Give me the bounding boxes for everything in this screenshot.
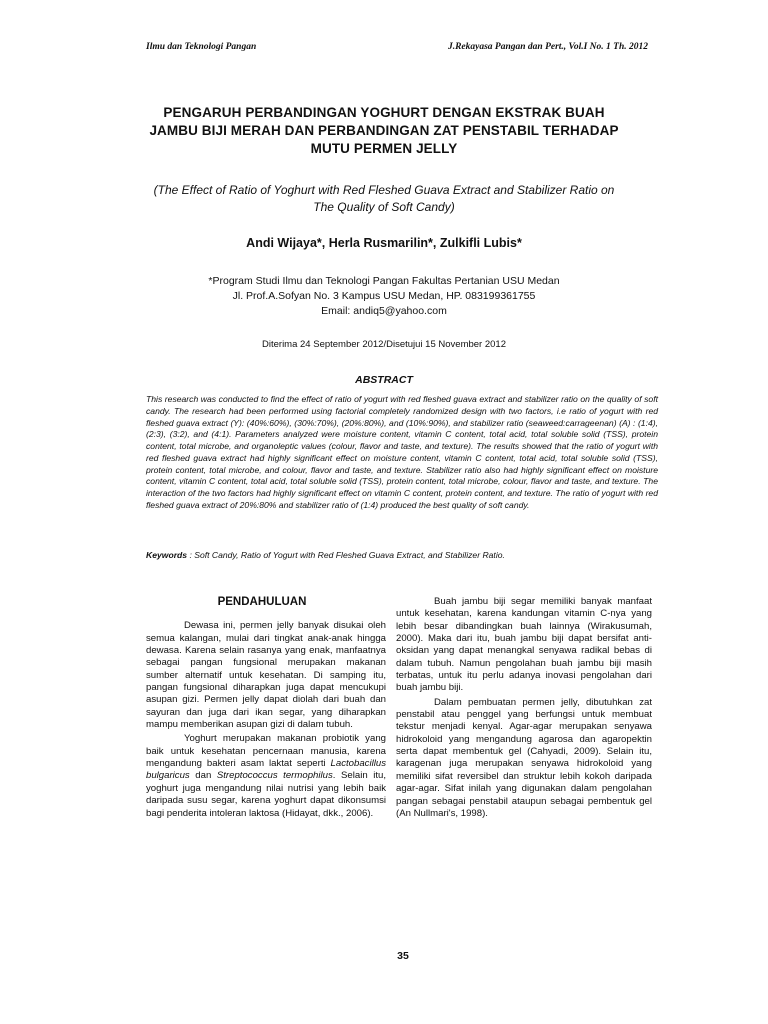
section-heading-introduction: PENDAHULUAN <box>217 596 307 608</box>
author-list: Andi Wijaya*, Herla Rusmarilin*, Zulkifli Lubis* <box>246 236 522 250</box>
species-name: Streptococcus termophilus <box>216 770 333 782</box>
paper-title <box>120 104 648 158</box>
abstract-heading: ABSTRACT <box>355 374 413 386</box>
paper-english-title <box>120 182 648 216</box>
body-paragraph: Dewasa ini, permen jelly banyak disukai oleh semua kalangan, mulai dari tingkat anak-anak hingga dewasa. Karena selain rasanya yang enak, manfaatnya sebagai pangan fungsional merupakan makanan sumber alternatif untuk kesehatan. Di samping itu, pangan fungsional diharapkan juga dapat mencukupi asupan gizi. Permen jelly dapat diolah dari buah dan sayuran dan juga dari ikan segar, yang diharapkan mampu memberikan asupan gizi di dalam tubuh. <box>146 620 386 731</box>
journal-citation: J.Rekayasa Pangan dan Pert., Vol.I No. 1 Th. 2012 <box>447 42 648 52</box>
body-paragraph: Dalam pembuatan permen jelly, dibutuhkan zat penstabil atau penggel yang berfungsi untuk membuat tekstur menjadi kenyal. Agar-agar merupakan senyawa hidrokoloid yang mengandung agarosa dan agaropektin serta dapat membentuk gel (Cahyadi, 2009). Selain itu, karagenan juga merupakan senyawa hidrokoloid yang memiliki sifat reversibel dan struktur lebih kokoh daripada agar-agar. Sifat inilah yang digunakan dalam pengolahan pangan sebagai penstabil ataupun sebagai pembentuk gel (An Nullmari's, 1998). <box>396 696 652 819</box>
affiliation-block <box>120 274 648 319</box>
body-paragraph <box>146 733 386 819</box>
abstract-body: This research was conducted to find the effect of ratio of yogurt with red fleshed guava extract and stabilizer ratio on the quality of soft candy. The research had been performed using factorial completely randomized design with two factors, i.e ratio of yogurt with red fleshed guava extract (Y): (40%:60%), (30%:70%), (20%:80%), and (10%:90%), and stabilizer ratio (seaweed:carrageenan) (A) : (1:4), (2:3), (3:2), and (4:1). Parameters analyzed were moisture content, vitamin C content, total acid, total soluble solid (TSS), protein content, total microbe, and organoleptic values (colour, flavor and taste, and texture). The results showed that the ratio of yogurt with red fleshed guava extract had highly significant effect on moisture content, vitamin C content, total acid, total soluble solid (TSS), protein content, total microbe, and colour, flavor and taste, and texture. Stabilizer ratio also had highly significant effect on moisture content, vitamin C content, total acid, total soluble solid (TSS), protein content, total microbe, colour, flavor and taste, and texture. The interaction of the two factors had highly significant effect on vitamin C content, protein content, and texture. The ratio of yogurt with red fleshed guava extract of 20%:80% and stabilizer ratio of (1:4) produced the best quality of soft candy. <box>146 394 658 510</box>
right-column <box>396 596 652 822</box>
submission-dates: Diterima 24 September 2012/Disetujui 15 November 2012 <box>262 339 506 350</box>
affiliation-institution: *Program Studi Ilmu dan Teknologi Pangan Fakultas Pertanian USU Medan <box>208 275 560 287</box>
paper-title-line: JAMBU BIJI MERAH DAN PERBANDINGAN ZAT PENSTABIL TERHADAP <box>149 123 619 138</box>
english-title-line: (The Effect of Ratio of Yoghurt with Red Fleshed Guava Extract and Stabilizer Ratio on <box>153 183 615 197</box>
left-column <box>146 596 386 822</box>
english-title-line: The Quality of Soft Candy) <box>313 200 455 214</box>
species-name: Lactobacillus bulgaricus <box>146 758 386 782</box>
keywords-label: Keywords <box>146 550 188 560</box>
affiliation-address: Jl. Prof.A.Sofyan No. 3 Kampus USU Medan, HP. 083199361755 <box>232 290 536 302</box>
affiliation-email: Email: andiq5@yahoo.com <box>321 305 447 317</box>
body-paragraph: Buah jambu biji segar memiliki banyak manfaat untuk kesehatan, karena kandungan vitamin C-nya yang lebih besar dibandingkan buah lainnya (Wirakusumah, 2000). Maka dari itu, buah jambu biji dapat bersifat anti-oksidan yang dapat menangkal senyawa radikal bebas di dalam tubuh. Namun pengolahan buah jambu biji masih terbatas, untuk itu perlu adanya inovasi pengolahan dari buah jambu biji. <box>396 596 652 694</box>
journal-section-name: Ilmu dan Teknologi Pangan <box>146 42 257 52</box>
running-header <box>146 42 648 52</box>
paragraph-text: . Selain itu, yoghurt juga mengandung nilai nutrisi yang lebih baik daripada susu segar, karena yoghurt dapat dikonsumsi bagi penderita intoleran laktosa (Hidayat, dkk., 2006). <box>146 770 387 819</box>
paragraph-text: Yoghurt merupakan makanan probiotik yang baik untuk kesehatan pencernaan manusia, karena mengandung bakteri asam laktat seperti <box>146 733 386 770</box>
page-number: 35 <box>397 950 409 962</box>
keywords-line <box>146 550 658 560</box>
paragraph-text: dan <box>189 770 217 782</box>
paper-title-line: MUTU PERMEN JELLY <box>310 141 458 156</box>
paper-title-line: PENGARUH PERBANDINGAN YOGHURT DENGAN EKSTRAK BUAH <box>163 105 605 120</box>
keywords-text: : Soft Candy, Ratio of Yogurt with Red Fleshed Guava Extract, and Stabilizer Ratio. <box>189 550 505 560</box>
